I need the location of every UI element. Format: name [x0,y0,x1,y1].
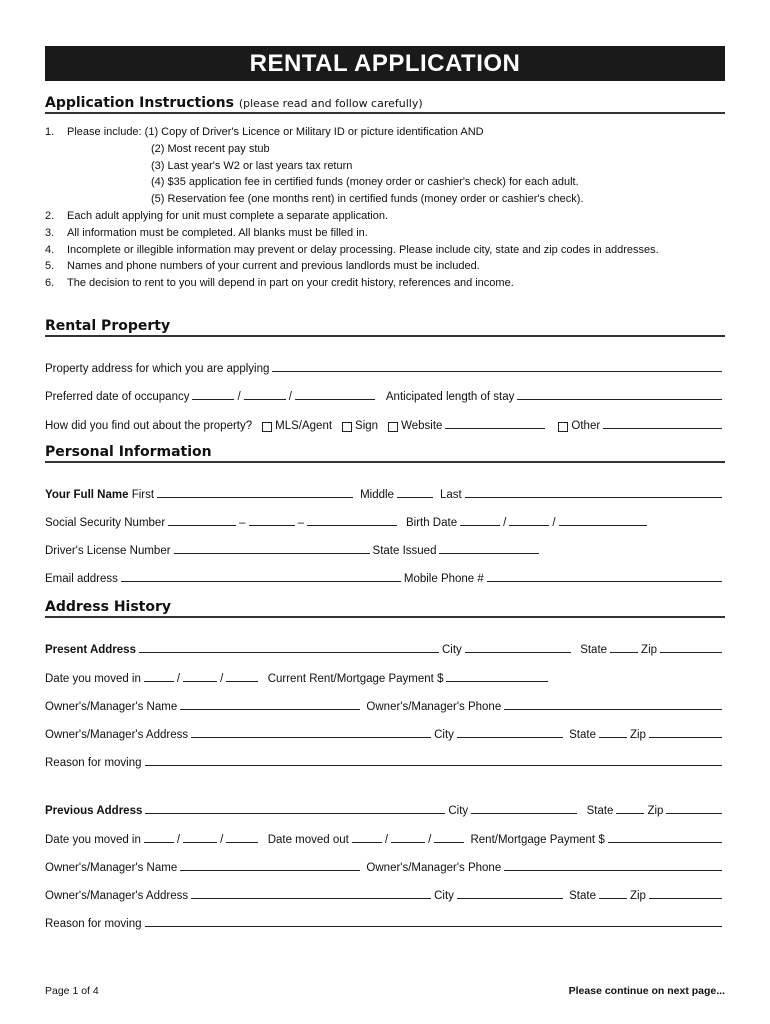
present-owner-zip-label: Zip [629,729,646,742]
property-address-field[interactable] [272,370,722,372]
present-zip-label: Zip [641,644,658,657]
present-city-field[interactable] [465,651,571,653]
previous-reason-row [45,902,725,930]
website-label: Website [401,419,443,432]
present-owner-row [45,685,725,713]
instruction-text: Please include: (1) Copy of Driver's Licence or Military ID or picture identification AND [67,126,484,138]
previous-moved-out-m[interactable] [352,841,382,843]
previous-address-label: Previous Address [45,805,143,818]
previous-owner-state-label: State [569,889,596,902]
previous-owner-address-row [45,874,725,902]
present-moved-in-label: Date you moved in [45,672,141,685]
previous-owner-name-label: Owner's/Manager's Name [45,861,178,874]
present-owner-city-field[interactable] [457,736,563,738]
instruction-item [45,174,725,191]
website-checkbox[interactable] [388,422,398,432]
instruction-text: (4) $35 application fee in certified funds (money order or cashier's check) for each adult. [151,176,579,189]
previous-moved-in-d[interactable] [183,841,217,843]
previous-city-field[interactable] [471,812,577,814]
personal-header: Personal Information [45,444,725,463]
instruction-number [45,191,67,208]
property-address-label: Property address for which you are applying [45,363,270,376]
present-state-label: State [580,644,608,657]
previous-address-block [45,789,725,930]
present-owner-address-row [45,713,725,741]
found-row [45,403,725,431]
instruction-item [45,208,725,225]
previous-owner-zip-field[interactable] [649,897,722,899]
continue-note: Please continue on next page... [568,985,725,997]
previous-owner-address-field[interactable] [191,897,431,899]
state-issued-field[interactable] [439,552,539,554]
last-label: Last [439,488,462,501]
instruction-number: 3. [45,226,55,239]
present-address-row [45,628,725,656]
present-owner-zip-field[interactable] [649,736,722,738]
instruction-text: All information must be completed. All blanks must be filled in. [67,226,368,239]
instruction-number [45,141,67,158]
instructions-subheading: (please read and follow carefully) [238,97,423,110]
present-owner-state-label: State [569,729,596,742]
previous-reason-field[interactable] [145,925,722,927]
present-city-label: City [441,644,462,657]
previous-moved-out-y[interactable] [434,841,464,843]
present-moved-in-y[interactable] [226,680,258,682]
previous-address-row [45,789,725,817]
email-row [45,557,725,585]
length-field[interactable] [517,398,722,400]
present-owner-state-field[interactable] [599,736,627,738]
license-row [45,529,725,557]
birth-year[interactable] [559,524,647,526]
instruction-text: (3) Last year's W2 or last years tax return [151,159,353,172]
previous-state-label: State [586,805,614,818]
previous-moved-in-y[interactable] [226,841,258,843]
occupancy-day-field[interactable] [244,398,286,400]
instruction-text: Names and phone numbers of your current and previous landlords must be included. [67,260,480,273]
present-address-block [45,628,725,769]
website-field[interactable] [445,427,545,429]
instructions-header [45,95,725,114]
present-address-label: Present Address [45,644,136,657]
form-page [45,46,725,930]
present-owner-phone-label: Owner's/Manager's Phone [366,700,502,713]
instruction-text: (2) Most recent pay stub [151,142,270,155]
other-label: Other [571,419,601,432]
other-checkbox[interactable] [558,422,568,432]
name-row [45,473,725,501]
middle-field[interactable] [397,496,433,498]
instruction-item [45,141,725,158]
present-rent-label: Current Rent/Mortgage Payment $ [267,672,444,685]
previous-moved-in-label: Date you moved in [45,833,141,846]
instruction-text: The decision to rent to you will depend in part on your credit history, references and income. [67,277,514,290]
ssn-row: Social Security Number – – Birth Date / / [45,501,725,529]
found-label: How did you find out about the property? [45,419,253,432]
instruction-text: Each adult applying for unit must complete a separate application. [67,209,389,222]
present-owner-name-field[interactable] [180,708,360,710]
occupancy-row: Preferred date of occupancy / / Anticipated length of stay [45,375,725,403]
instruction-item [45,191,725,208]
present-reason-row [45,741,725,769]
birth-day[interactable] [509,524,549,526]
mls-label: MLS/Agent [275,419,333,432]
previous-owner-name-field[interactable] [180,869,360,871]
name-label: Your Full Name [45,488,129,501]
sign-label: Sign [355,419,379,432]
present-reason-field[interactable] [145,764,722,766]
mobile-field[interactable] [487,580,722,582]
ssn-part3[interactable] [307,524,397,526]
instruction-item [45,242,725,259]
instruction-number: 2. [45,209,55,222]
previous-address-field[interactable] [145,812,445,814]
previous-rent-field[interactable] [608,841,722,843]
previous-state-field[interactable] [616,812,644,814]
instruction-number: 6. [45,277,55,290]
present-owner-phone-field[interactable] [504,708,722,710]
previous-city-label: City [448,805,469,818]
present-owner-city-label: City [434,729,454,742]
mls-checkbox[interactable] [262,422,272,432]
previous-moved-in-m[interactable] [144,841,174,843]
previous-owner-phone-label: Owner's/Manager's Phone [366,861,502,874]
present-rent-field[interactable] [446,680,548,682]
present-dates-row: Date you moved in / / Current Rent/Mortgage Payment $ [45,656,725,684]
instruction-item [45,225,725,242]
previous-rent-label: Rent/Mortgage Payment $ [470,833,605,846]
previous-dates-row: Date you moved in / / Date moved out / / Rent/Mortgage Payment $ [45,817,725,845]
instruction-item [45,258,725,275]
instruction-item [45,275,725,292]
ssn-part1[interactable] [168,524,236,526]
previous-zip-field[interactable] [666,812,722,814]
present-moved-in-d[interactable] [183,680,217,682]
property-address-row [45,347,725,375]
state-issued-label: State Issued [372,545,437,558]
last-field[interactable] [465,496,722,498]
present-owner-address-field[interactable] [191,736,431,738]
present-address-field[interactable] [139,651,439,653]
previous-owner-row [45,846,725,874]
present-moved-in-m[interactable] [144,680,174,682]
instructions-heading: Application Instructions [45,95,234,111]
birth-label: Birth Date [405,516,458,529]
sign-checkbox[interactable] [342,422,352,432]
middle-label: Middle [360,488,394,501]
instruction-text: (5) Reservation fee (one months rent) in certified funds (money order or cashier's check). [151,193,584,206]
previous-reason-label: Reason for moving [45,918,142,931]
other-field[interactable] [603,427,722,429]
instruction-number [45,158,67,175]
previous-zip-label: Zip [647,805,664,818]
first-field[interactable] [157,496,353,498]
present-owner-name-label: Owner's/Manager's Name [45,700,178,713]
license-label: Driver's License Number [45,545,171,558]
occupancy-label: Preferred date of occupancy [45,391,190,404]
instruction-number: 1. [45,126,55,138]
license-field[interactable] [174,552,370,554]
present-reason-label: Reason for moving [45,757,142,770]
length-label: Anticipated length of stay [385,391,515,404]
mobile-label: Mobile Phone # [403,573,484,586]
ssn-label: Social Security Number [45,516,166,529]
previous-moved-out-d[interactable] [391,841,425,843]
previous-owner-phone-field[interactable] [504,869,722,871]
address-header: Address History [45,599,725,618]
birth-month[interactable] [460,524,500,526]
instruction-number: 5. [45,260,55,273]
rental-header: Rental Property [45,318,725,337]
email-label: Email address [45,573,118,586]
instructions-list [45,124,725,292]
instruction-text: Incomplete or illegible information may prevent or delay processing. Please include city, state and zip codes in addresses. [67,243,659,256]
present-zip-field[interactable] [660,651,722,653]
instruction-number [45,174,67,191]
instruction-item [45,124,725,141]
page-footer [45,985,725,997]
previous-owner-zip-label: Zip [629,889,646,902]
present-state-field[interactable] [610,651,638,653]
form-title: RENTAL APPLICATION [45,46,725,81]
occupancy-month-field[interactable] [192,398,234,400]
instruction-item [45,158,725,175]
instruction-number: 4. [45,243,55,256]
first-label: First [131,488,155,501]
previous-moved-out-label: Date moved out [267,833,349,846]
email-field[interactable] [121,580,401,582]
ssn-part2[interactable] [249,524,295,526]
page-number: Page 1 of 4 [45,985,99,997]
previous-owner-city-label: City [434,889,454,902]
previous-owner-address-label: Owner's/Manager's Address [45,889,189,902]
previous-owner-city-field[interactable] [457,897,563,899]
present-owner-address-label: Owner's/Manager's Address [45,729,189,742]
occupancy-year-field[interactable] [295,398,375,400]
previous-owner-state-field[interactable] [599,897,627,899]
